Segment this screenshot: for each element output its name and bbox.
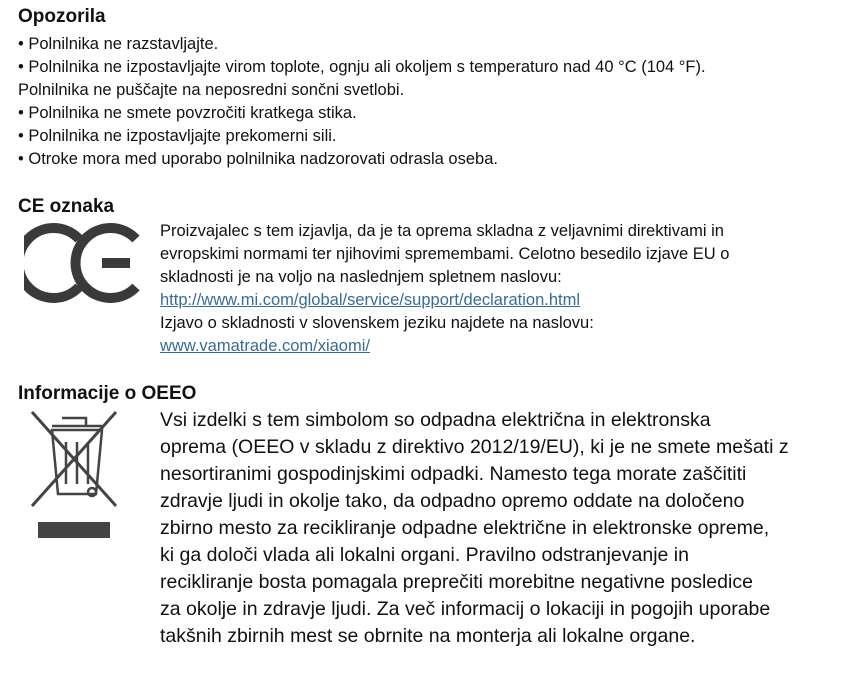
warning-line: • Polnilnika ne izpostavljajte virom toplote, ognju ali okoljem s temperaturo nad 40 °C (104 °F). [18, 58, 706, 76]
warning-line: • Polnilnika ne izpostavljajte prekomerni sili. [18, 127, 337, 145]
local-declaration-link[interactable]: www.vamatrade.com/xiaomi/ [160, 337, 370, 355]
weee-text-line: recikliranje bosta pomagala preprečiti morebitne negativne posledice [160, 571, 753, 593]
crossed-out-wheelie-bin-icon [28, 406, 120, 546]
weee-text-line: za okolje in zdravje ljudi. Za več informacij o lokaciji in pogojih uporabe [160, 598, 771, 620]
warnings-heading: Opozorila [18, 6, 106, 27]
ce-text-line: skladnosti je na voljo na naslednjem spletnem naslovu: [160, 268, 562, 286]
ce-mark-icon [24, 222, 140, 304]
weee-text-line: oprema (OEEO v skladu z direktivo 2012/19/EU), ki je ne smete mešati z [160, 436, 789, 458]
weee-text-line: nesortiranimi gospodinjskimi odpadki. Namesto tega morate zaščititi [160, 463, 747, 485]
warning-line: • Otroke mora med uporabo polnilnika nadzorovati odrasla oseba. [18, 150, 498, 168]
weee-text-line: zbirno mesto za recikliranje odpadne električne in elektronske opreme, [160, 517, 770, 539]
declaration-link[interactable]: http://www.mi.com/global/service/support/declaration.html [160, 291, 581, 309]
weee-text-line: takšnih zbirnih mest se obrnite na monterja ali lokalne organe. [160, 625, 696, 647]
warning-line: • Polnilnika ne razstavljajte. [18, 35, 219, 53]
warning-line: • Polnilnika ne smete povzročiti kratkega stika. [18, 104, 357, 122]
ce-text-line: evropskimi normami ter njihovimi spremembami. Celotno besedilo izjave EU o [160, 245, 730, 263]
warning-line: Polnilnika ne puščajte na neposredni sončni svetlobi. [18, 81, 405, 99]
ce-local-text: Izjavo o skladnosti v slovenskem jeziku najdete na naslovu: [160, 314, 594, 332]
ce-text-line: Proizvajalec s tem izjavlja, da je ta oprema skladna z veljavnimi direktivami in [160, 222, 724, 240]
weee-text-line: zdravje ljudi in okolje tako, da odpadno opremo oddate na določeno [160, 490, 745, 512]
ce-heading: CE oznaka [18, 196, 115, 217]
weee-text-line: ki ga določi vlada ali lokalni organi. Pravilno odstranjevanje in [160, 544, 689, 566]
weee-text-line: Vsi izdelki s tem simbolom so odpadna električna in elektronska [160, 409, 711, 431]
weee-heading: Informacije o OEEO [18, 383, 197, 404]
